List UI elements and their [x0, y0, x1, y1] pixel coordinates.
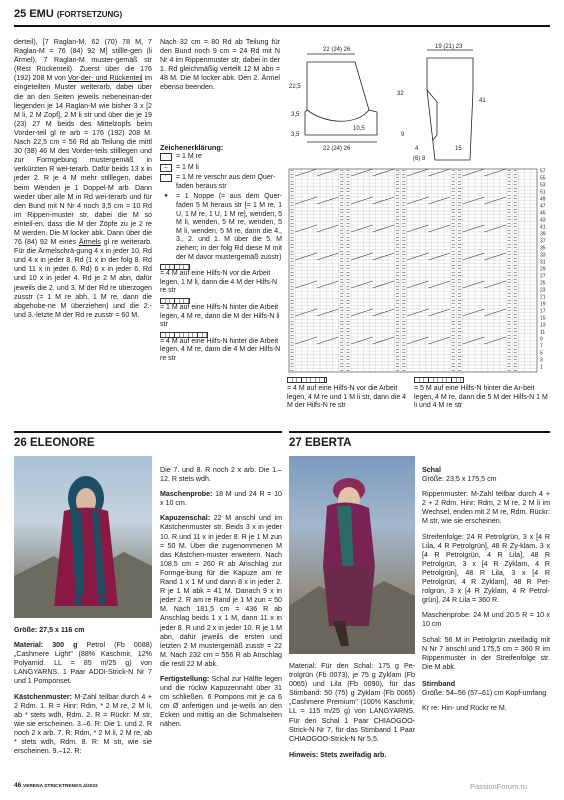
- svg-text:15: 15: [455, 146, 462, 152]
- section-rule: [289, 431, 550, 433]
- svg-text:9: 9: [401, 132, 405, 138]
- section-suffix: (FORTSETZUNG): [56, 10, 123, 19]
- chart-row-number: 37: [540, 238, 546, 245]
- chart-row-number: 17: [540, 308, 546, 315]
- section-rule: [14, 431, 282, 433]
- eleonore-col2: Die 7. und 8. R noch 2 x arb. Die 1.–12. R stets wdh. Maschenprobe: 18 M und 24 R = 10 x 10 cm. Kapuzenschal: 22 M anschl und im Kästchenmuster str. Beids 3 x in jeder 10. R und 11 x in jeder 8. R je 1 M zun = 50 M. Über die zugenommenen M das Kästchen-muster erweitern. Nach 108,5 cm = 260 R ab Anschlag zur Formge-bung für die Kapuze am re Rand 1 x 1 M und dann 8 x in jeder 2. R je 1 M abk = 41 M. Danach 9 x in jeder 2. R am re Rand je 1 M zun = 50 M. Nach 181,5 cm = 436 R ab Anschlag beids 1 x 1 M, dann 11 x in jeder 8. R und 2 x in jeder 10. R je 1 M abn, dafür jeweils die ersten und letzten 2 M mustergemäß zusstr = 22 M. Nach 232 cm = 556 R ab Anschlag die restl 22 M abk. Fertigstellung: Schal zur Hälfte legen und die rückw Kapuzennaht über 31 cm schließen. 6 Pompons mit je ca 6 cm Ø anfertigen und je-weils an den Ecken und mittig an die Schmalseiten nähen.: [160, 466, 282, 729]
- chart-row-number: 35: [540, 245, 546, 252]
- legend-item: ⌜ = 1 M re verschr aus dem Quer-faden heraus str: [160, 174, 282, 191]
- svg-text:41: 41: [479, 98, 486, 104]
- chart-row-number: 11: [540, 329, 546, 336]
- knitting-chart: [287, 167, 552, 377]
- chart-row-number: 53: [540, 182, 546, 189]
- eleonore-photo: [14, 456, 152, 618]
- chart-row-number: 5: [540, 350, 543, 357]
- section-title: EMU: [29, 8, 54, 20]
- emu-col2-text: Nach 32 cm = 80 Rd ab Teilung für den Bund noch 9 cm = 24 Rd mit N Nr 4 im Rippenmuster str, dabei in der 1. Rd gleichmäßig verteilt 12 M abn = 48 M. Die M locker abk. Den 2. Ärmel ebenso beenden.: [160, 38, 280, 92]
- cable-symbol-icon: [287, 377, 327, 383]
- chart-row-number: 33: [540, 252, 546, 259]
- svg-text:4: 4: [415, 146, 419, 152]
- svg-text:22 (24) 26: 22 (24) 26: [323, 47, 351, 53]
- chart-row-number: 25: [540, 280, 546, 287]
- eleonore-heading: 26 ELEONORE: [14, 437, 95, 449]
- emu-col1-text: derteil), [7 Raglan-M, 62 (70) 78 M, 7 Raglan-M = 76 (84) 92 M] stillle-gen (li Ärmel), 7 Raglan-M muster-gemäß str (Rest Rückenteil). Zuerst über die 176 (192) 208 M von Vor-der- und Rückenteil im eingeteilten Muster weiterarb, dabei über die an den Seiten jeweils nebeneinan-der liegenden je 14 Raglan-M wie bisher 3 x [2 M li, 2 M Zopf], 2 M li str und über die je 19 (23) 27 M beids des Mittelzopfs beim Vorder-teil gl re arb = 176 (192) 208 M. Nach 22,5 cm = 56 Rd ab Teilung die mittl 30 (38) 46 M des Vorder-teils stilllegen und zur Formgebung mustergemäß in verkürzten R wei-terarb. Dafür beids 13 x in jeder 2. R je 4 M mehr stilllegen, dabei beim Wenden je 1 Doppel-M arb. Dann wieder über alle M in Rd wei-terarb und für den Bund mit N Nr 4 noch 3,5 cm = 10 Rd im Rippen-muster str, dabei die M so einteil-en, dass die M der Zöpfe zu je 2 re M werden. Die M locker abk. Dann über die 76 (84) 92 M eines Ärmels gl re weiterarb. Für die Ärmelschrä-gung 4 x in jeder 10. Rd und 4 x in jeder 8. Rd (1 x in der folg 8. Rd und 11 x in jeder 6. Rd) 6 x in jeder 6. Rd und 10 x in jeder 4. Rd je 2 M abn, dafür jeweils die 2. und 3. M der Rd re überzogen zusstr (= 1 M re abh, 1 M re, dann die abgehobe-ne M überziehen) und die 2.- und 3.-letzte M der Rd re zusstr = 60 M.: [14, 38, 152, 319]
- legend-bottom-right: = 5 M auf eine Hilfs-N hinter die Ar-beit legen, 4 M re, dann die 5 M der Hilfs-N 1 M li und 4 M re str: [414, 377, 550, 411]
- svg-text:3,5: 3,5: [291, 132, 300, 138]
- eberta-col1: Material: Für den Schal: 175 g Pe-trolgrün (Fb 0073), je 75 g Zyklam (Fb 0065) und Lila (Fb 0090), für das Stirnband: 50 (75) g Zyklam (Fb 0065) „Cashmere Premium" (100% Kaschmir, LL = 115 m/25 g) von LANGYARNS. Für den Schal 1 Paar CHIAOGOO-Strick-N Nr 7, für das Stirnband 1 Paar CHIAOGOO-Strick-N Nr 5,5. Hinweis: Stets zweifadig arb.: [289, 662, 415, 759]
- chart-row-number: 29: [540, 266, 546, 273]
- chart-row-number: 51: [540, 189, 546, 196]
- svg-text:10,5: 10,5: [353, 126, 365, 132]
- watermark: PassionForum.ru: [470, 782, 528, 791]
- eberta-col2: Schal Größe: 23,5 x 175,5 cm Rippenmuster: M-Zahl teilbar durch 4 + 2 + 2 Rdm. Hinr: Rdm, 2 M re, 2 M li im Wechsel, enden mit 2 M re, Rdm. Rückr: M str, wie sie erscheinen. Streifenfolge: 24 R Petrolgrün, 3 x [4 R Lila, 4 R Petrolgrün], 48 R Zy-klam, 3 x [4 R Petrolgrün, 4 R Lila], 48 R Petrolgrün, 3 x [4 R Zyklam, 4 R Petrolgrün], 48 R Lila, 3 x [4 R Petrolgrün, 4 R Zyklam], 48 R Pet-rolgrün, 3 x [4 R Zyklam, 4 R Petrol-grün], 24 R Lila = 360 R. Maschenprobe: 24 M und 20.5 R = 10 x 10 cm Schal: 56 M in Petrolgrün zweifadig mit N Nr 7 anschl und 175,5 cm = 360 R im Rippenmuster in der Streifenfolge str. Die M abk. Stirnband Größe: 54–56 (57–61) cm Kopf-umfang Kr re: Hin- und Rückr re M.: [422, 466, 550, 713]
- svg-text:22 (24) 26: 22 (24) 26: [323, 146, 351, 152]
- chart-row-number: 27: [540, 273, 546, 280]
- chart-row-number: 9: [540, 336, 543, 343]
- chart-row-number: 47: [540, 203, 546, 210]
- page-number: 46: [14, 782, 22, 789]
- chart-row-number: 15: [540, 315, 546, 322]
- chart-row-number: 21: [540, 294, 546, 301]
- eberta-photo: [289, 456, 415, 654]
- bobble-icon: ●: [160, 193, 172, 201]
- chart-row-number: 45: [540, 210, 546, 217]
- chart-row-number: 13: [540, 322, 546, 329]
- legend-item: – = 1 M li: [160, 164, 282, 173]
- page-footer: [14, 782, 98, 789]
- svg-text:(6) 8: (6) 8: [413, 156, 426, 162]
- eberta-heading: 27 EBERTA: [289, 437, 352, 449]
- eleonore-col1: Größe: 27,5 x 116 cm Material: 300 g Petrol (Fb 0088) „Cashmere Light" (88% Kaschmir, 12% Polyamid. LL = 85 m/25 g) von LANGYARNS. 1 Paar ADDI-Strick-N Nr 7 und 1 Pomponset. Kästchenmuster: M-Zahl teilbar durch 4 + 2 Rdm. 1. R = Hinr: Rdm, * 2 M re, 2 M li, ab * stets wdh, Rdm. 2. R = Rückr: M str, wie sie erscheinen. 3.–6. R: Die 1. und 2. R noch 2 x arb. 7. R: Rdm, * 2 M li, 2 M re, ab * stets wdh, Rdm. 8. R: M str, wie sie erscheinen. 9.–12. R:: [14, 626, 152, 756]
- chart-row-number: 31: [540, 259, 546, 266]
- page-header: [14, 8, 122, 20]
- chart-row-number: 23: [540, 287, 546, 294]
- chart-row-number: 43: [540, 217, 546, 224]
- chart-row-number: 41: [540, 224, 546, 231]
- header-rule: [14, 25, 550, 27]
- legend-item: ● = 1 Noppe (= aus dem Quer-faden 5 M heraus str [= 1 M re, 1 U, 1 M re, 1 U, 1 M re], wenden, 5 M li, wenden, 5 M re, wenden, 5 M li, wenden, 5 M re, dann die 4., 3., 2. und 1. M über die 5. M ziehen; in der folg Rd diese M mit der M davor mustergemäß zusstr): [160, 193, 282, 262]
- magazine-name: VERENA STRICKTRENDS 4/2022: [23, 784, 98, 789]
- twisted-stitch-icon: ⌜: [160, 174, 172, 182]
- svg-text:3,5: 3,5: [291, 112, 300, 118]
- purl-symbol-icon: –: [160, 164, 172, 172]
- chart-row-number: 49: [540, 196, 546, 203]
- chart-row-number: 55: [540, 175, 546, 182]
- chart-row-number: 19: [540, 301, 546, 308]
- knit-symbol-icon: [160, 153, 172, 161]
- svg-text:22,5: 22,5: [289, 84, 301, 90]
- chart-row-number: 1: [540, 364, 543, 371]
- section-number: 25: [14, 8, 27, 20]
- chart-row-number: 39: [540, 231, 546, 238]
- legend: Zeichenerklärung: = 1 M re – = 1 M li ⌜ = 1 M re verschr aus dem Quer-faden heraus str ● = 1 Noppe (= aus dem Quer-faden 5 M heraus str [= 1 M re, 1 U, 1 M re, 1 U, 1 M re], wenden, 5 M li, wenden, 5 M re, wenden, 5 M li, wenden, 5 M re, dann die 4., 3., 2. und 1. M über die 5. M ziehen; in der folg Rd diese M mit der M davor mustergemäß zusstr) = 4 M auf eine Hilfs-N vor die Arbeit legen, 1 M li, dann die 4 M der Hilfs-N re str = 1 M auf eine Hilfs-N hinter die Arbeit legen, 4 M re, dann die M der Hilfs-N li str = 4 M auf eine Hilfs-N hinter die Arbeit legen, 4 M re, dann die 4 M der Hilfs-N re str: [160, 143, 282, 362]
- model-photo-illustration: [14, 456, 152, 618]
- svg-text:32: 32: [397, 91, 404, 97]
- garment-schematic: [287, 40, 552, 165]
- chart-row-number: 7: [540, 343, 543, 350]
- chart-row-number: 57: [540, 168, 546, 175]
- cable-symbol-icon: [414, 377, 464, 383]
- model-photo-illustration: [289, 456, 415, 654]
- svg-text:19 (21) 23: 19 (21) 23: [435, 44, 463, 50]
- legend-item: = 1 M re: [160, 153, 282, 162]
- chart-grid: [289, 169, 537, 372]
- legend-title: Zeichenerklärung:: [160, 143, 224, 152]
- chart-row-number: 3: [540, 357, 543, 364]
- legend-bottom-left: = 4 M auf eine Hilfs-N vor die Arbeit legen, 4 M re und 1 M li str, dann die 4 M der Hilfs-N re str: [287, 377, 409, 411]
